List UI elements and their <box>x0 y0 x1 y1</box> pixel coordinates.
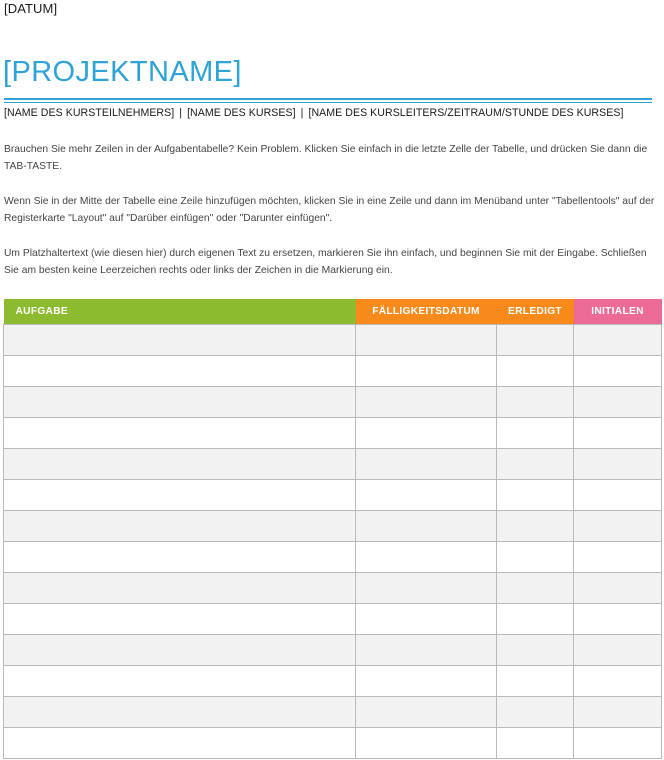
initials-cell[interactable] <box>574 325 662 356</box>
instruction-paragraph-1[interactable]: Brauchen Sie mehr Zeilen in der Aufgabentabelle? Kein Problem. Klicken Sie einfach in die letzte Zelle der Tabelle, und drücken Sie dann die TAB-TASTE. <box>4 144 648 172</box>
initials-cell[interactable] <box>574 418 662 449</box>
date-placeholder[interactable]: [DATUM] <box>4 1 58 16</box>
task-cell[interactable] <box>4 542 356 573</box>
done-cell[interactable] <box>497 449 574 480</box>
task-cell[interactable] <box>4 635 356 666</box>
task-cell[interactable] <box>4 604 356 635</box>
task-cell[interactable] <box>4 356 356 387</box>
done-cell[interactable] <box>497 573 574 604</box>
table-body <box>4 325 662 759</box>
due-date-cell[interactable] <box>356 449 497 480</box>
done-cell[interactable] <box>497 604 574 635</box>
due-date-cell[interactable] <box>356 542 497 573</box>
task-cell[interactable] <box>4 387 356 418</box>
done-cell[interactable] <box>497 511 574 542</box>
instruction-paragraph-3[interactable]: Um Platzhaltertext (wie diesen hier) durch eigenen Text zu ersetzen, markieren Sie ihn einfach, und beginnen Sie mit der Eingabe. Schließen Sie am besten keine Leerzeichen rechts oder links der Zeichen in die Markierung ein. <box>4 248 647 276</box>
task-cell[interactable] <box>4 325 356 356</box>
table-row <box>4 697 662 728</box>
due-date-cell[interactable] <box>356 418 497 449</box>
due-date-cell[interactable] <box>356 573 497 604</box>
done-cell[interactable] <box>497 325 574 356</box>
due-date-cell[interactable] <box>356 356 497 387</box>
table-row <box>4 418 662 449</box>
task-cell[interactable] <box>4 511 356 542</box>
initials-cell[interactable] <box>574 635 662 666</box>
course-info-line <box>4 107 623 119</box>
done-cell[interactable] <box>497 666 574 697</box>
column-header-initials[interactable]: INITIALEN <box>574 299 662 325</box>
column-header-task[interactable]: AUFGABE <box>4 299 356 325</box>
due-date-cell[interactable] <box>356 511 497 542</box>
table-row <box>4 666 662 697</box>
due-date-cell[interactable] <box>356 325 497 356</box>
column-header-due-date[interactable]: FÄLLIGKEITSDATUM <box>356 299 497 325</box>
task-table <box>3 299 662 759</box>
initials-cell[interactable] <box>574 480 662 511</box>
initials-cell[interactable] <box>574 666 662 697</box>
instruction-paragraph-2[interactable]: Wenn Sie in der Mitte der Tabelle eine Zeile hinzufügen möchten, klicken Sie in eine Zeile und dann im Menüband unter "Tabellentools" auf der Registerkarte "Layout" auf "Darüber einfügen" oder "Darunter einfügen". <box>4 196 655 224</box>
due-date-cell[interactable] <box>356 666 497 697</box>
due-date-cell[interactable] <box>356 387 497 418</box>
task-cell[interactable] <box>4 573 356 604</box>
initials-cell[interactable] <box>574 604 662 635</box>
table-row <box>4 604 662 635</box>
title-rule-top <box>4 98 652 100</box>
done-cell[interactable] <box>497 480 574 511</box>
title-rule-bottom <box>4 102 652 103</box>
initials-cell[interactable] <box>574 449 662 480</box>
done-cell[interactable] <box>497 697 574 728</box>
task-cell[interactable] <box>4 728 356 759</box>
due-date-cell[interactable] <box>356 604 497 635</box>
due-date-cell[interactable] <box>356 728 497 759</box>
separator: | <box>300 107 304 119</box>
course-name-placeholder[interactable]: [NAME DES KURSES] <box>187 107 296 119</box>
initials-cell[interactable] <box>574 387 662 418</box>
project-title[interactable]: [PROJEKTNAME] <box>3 56 242 88</box>
participant-name-placeholder[interactable]: [NAME DES KURSTEILNEHMERS] <box>4 107 175 119</box>
done-cell[interactable] <box>497 387 574 418</box>
table-row <box>4 387 662 418</box>
initials-cell[interactable] <box>574 542 662 573</box>
due-date-cell[interactable] <box>356 635 497 666</box>
initials-cell[interactable] <box>574 511 662 542</box>
table-row <box>4 356 662 387</box>
table-row <box>4 480 662 511</box>
table-row <box>4 542 662 573</box>
done-cell[interactable] <box>497 635 574 666</box>
due-date-cell[interactable] <box>356 480 497 511</box>
table-row <box>4 325 662 356</box>
due-date-cell[interactable] <box>356 697 497 728</box>
task-cell[interactable] <box>4 449 356 480</box>
initials-cell[interactable] <box>574 573 662 604</box>
table-row <box>4 449 662 480</box>
done-cell[interactable] <box>497 418 574 449</box>
initials-cell[interactable] <box>574 356 662 387</box>
task-cell[interactable] <box>4 666 356 697</box>
task-cell[interactable] <box>4 697 356 728</box>
table-row <box>4 728 662 759</box>
table-row <box>4 511 662 542</box>
table-row <box>4 635 662 666</box>
instructor-name-placeholder[interactable]: [NAME DES KURSLEITERS/ZEITRAUM/STUNDE DES KURSES] <box>308 107 624 119</box>
initials-cell[interactable] <box>574 697 662 728</box>
task-cell[interactable] <box>4 480 356 511</box>
task-cell[interactable] <box>4 418 356 449</box>
done-cell[interactable] <box>497 728 574 759</box>
table-header-row <box>4 299 662 325</box>
column-header-done[interactable]: ERLEDIGT <box>497 299 574 325</box>
initials-cell[interactable] <box>574 728 662 759</box>
table-row <box>4 573 662 604</box>
separator: | <box>179 107 183 119</box>
done-cell[interactable] <box>497 542 574 573</box>
done-cell[interactable] <box>497 356 574 387</box>
